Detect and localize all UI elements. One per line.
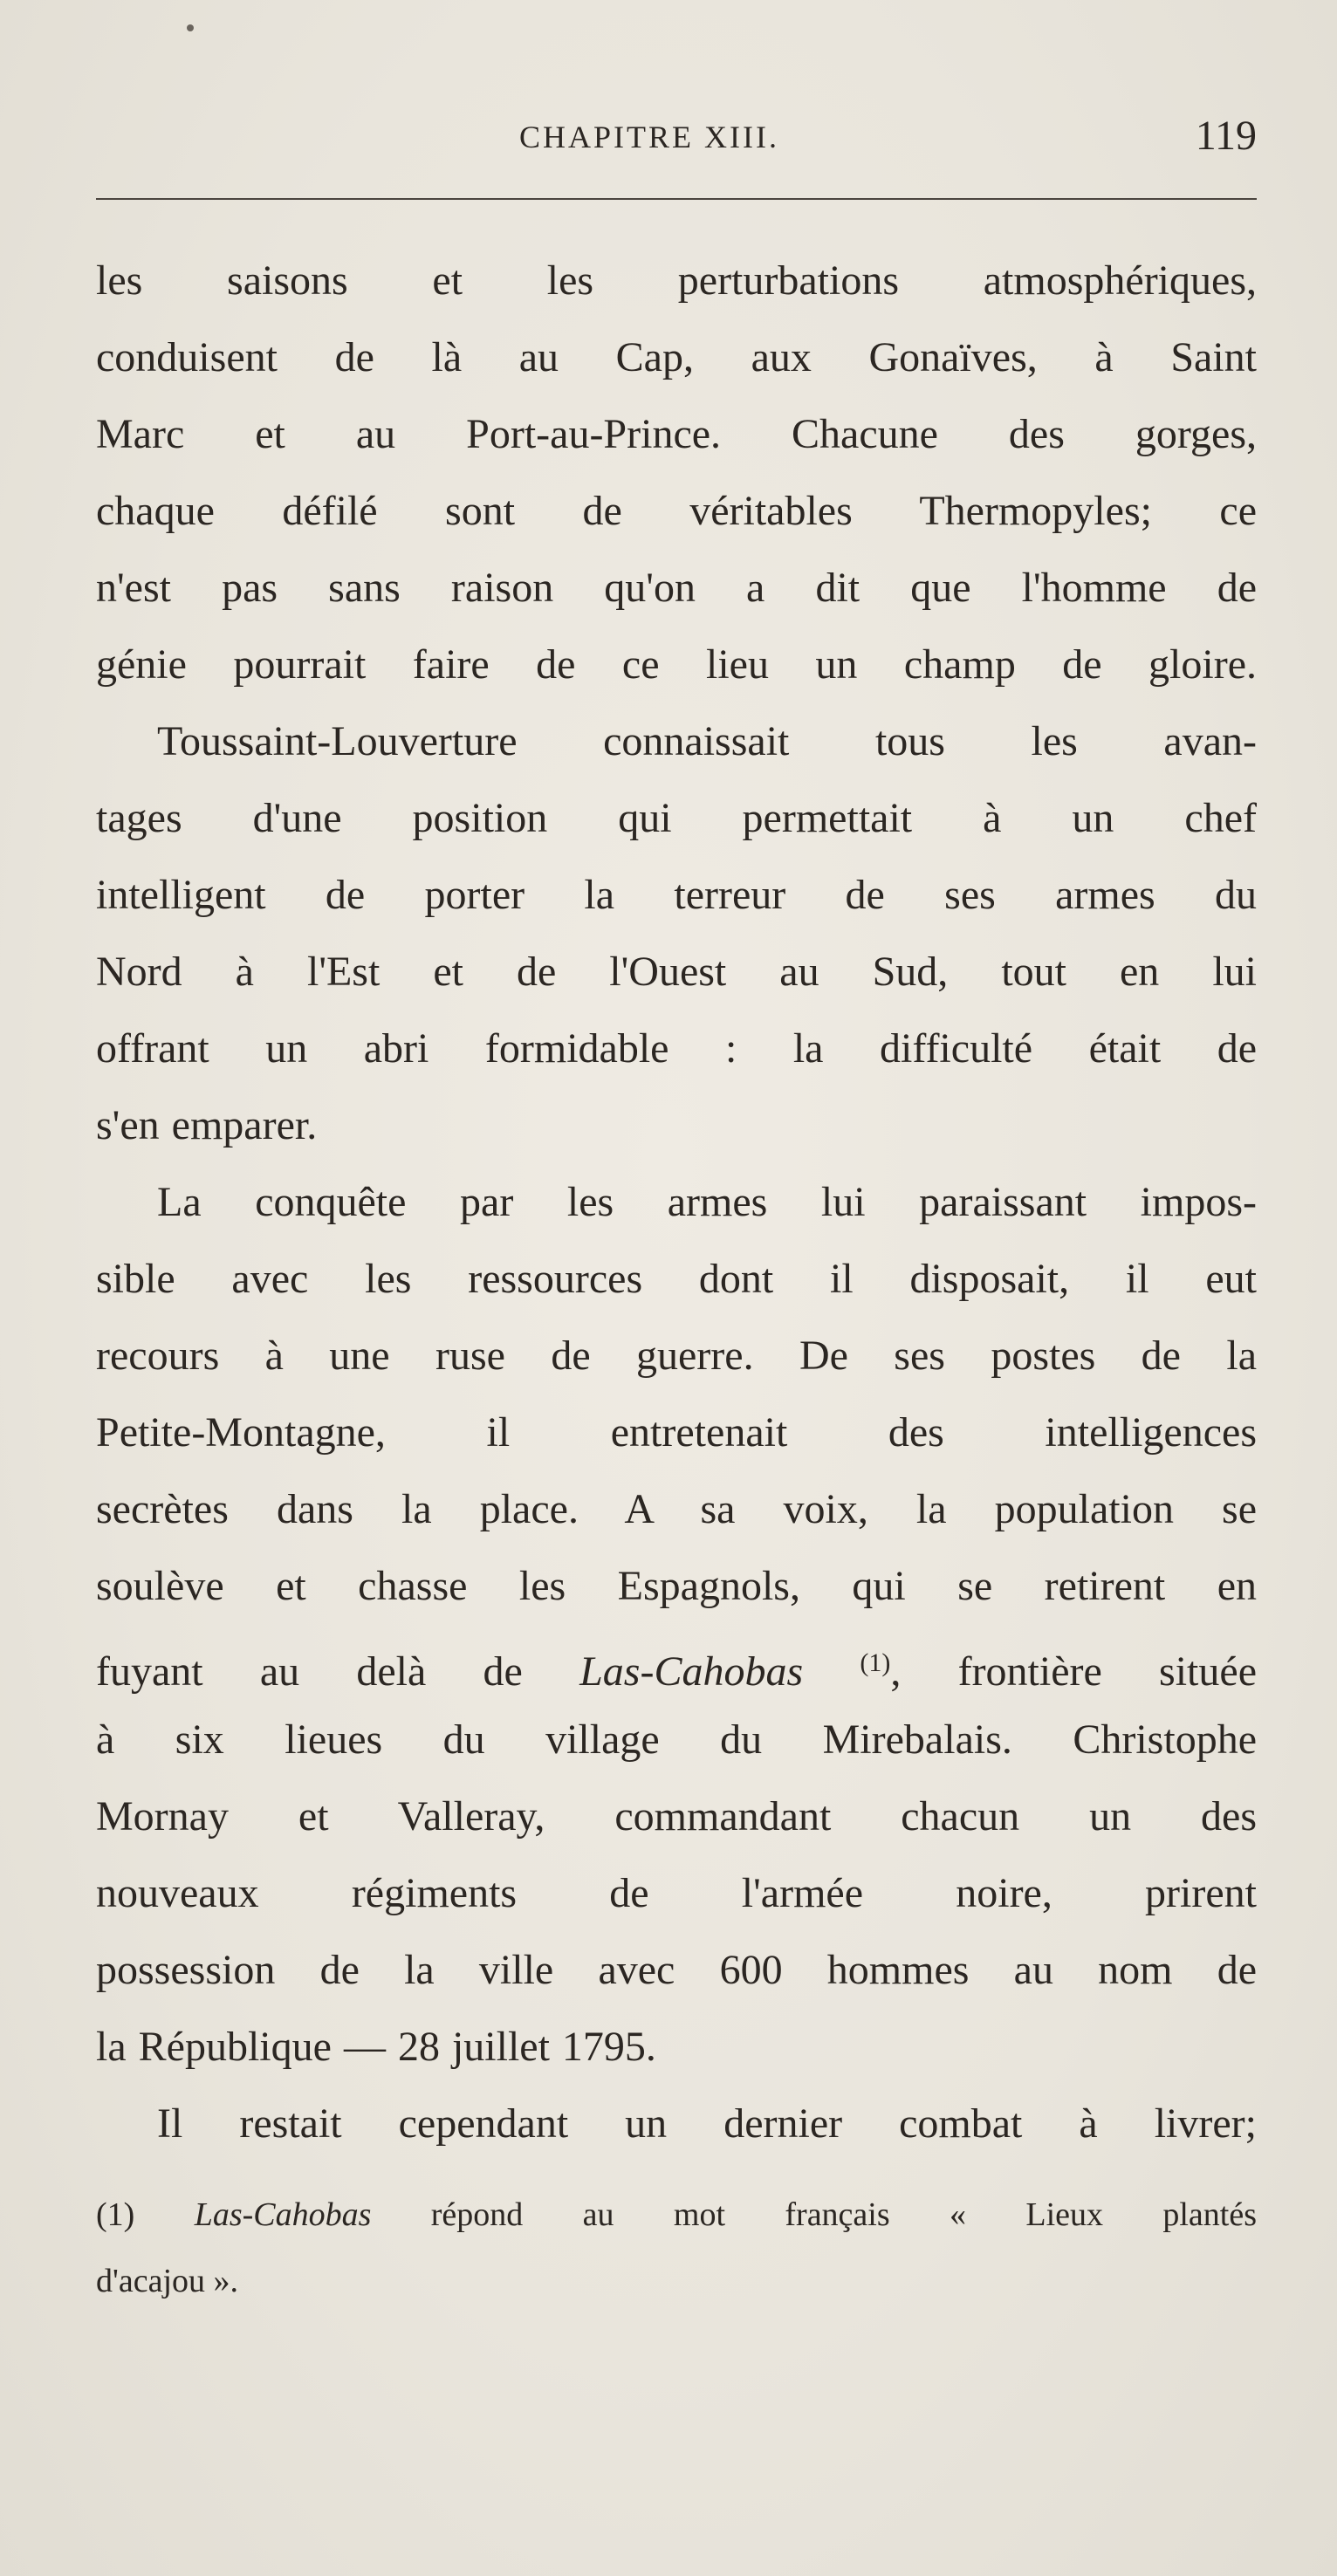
- text-line: offrant un abri formidable : la difficulté était de: [96, 1025, 1257, 1072]
- text-line: secrètes dans la place. A sa voix, la population se: [96, 1486, 1257, 1532]
- footnote-marker: (1): [96, 2196, 135, 2233]
- text-line-with-footnote-ref: [96, 1625, 1257, 1702]
- text-line: n'est pas sans raison qu'on a dit que l'homme de: [96, 565, 1257, 611]
- text-line: La conquête par les armes lui paraissant impos-: [157, 1179, 1257, 1225]
- text-line: Nord à l'Est et de l'Ouest au Sud, tout en lui: [96, 949, 1257, 995]
- text-segment: fuyant au delà de: [96, 1648, 580, 1695]
- page-number: 119: [1195, 113, 1257, 159]
- body-text: [96, 243, 1257, 2162]
- place-name-italic: Las-Cahobas: [579, 1648, 804, 1695]
- text-line: à six lieues du village du Mirebalais. Christophe: [96, 1716, 1257, 1763]
- footnote-line: d'acajou ».: [96, 2263, 239, 2299]
- text-line: Mornay et Valleray, commandant chacun un des: [96, 1793, 1257, 1840]
- running-head: CHAPITRE XIII.: [519, 120, 779, 154]
- text-line: Il restait cependant un dernier combat à livrer;: [157, 2100, 1257, 2147]
- text-line: Petite-Montagne, il entretenait des intelligences: [96, 1409, 1257, 1456]
- text-line: intelligent de porter la terreur de ses armes du: [96, 872, 1257, 918]
- header-rule: [96, 198, 1257, 200]
- ink-speck: [187, 24, 194, 31]
- text-line: les saisons et les perturbations atmosphériques,: [96, 257, 1257, 304]
- text-line: nouveaux régiments de l'armée noire, prirent: [96, 1870, 1257, 1916]
- footnote: [96, 2182, 1257, 2314]
- text-line: génie pourrait faire de ce lieu un champ de gloire.: [96, 641, 1257, 688]
- text-line: chaque défilé sont de véritables Thermopyles; ce: [96, 488, 1257, 534]
- footnote-line: [96, 2182, 1257, 2248]
- text-line: recours à une ruse de guerre. De ses postes de la: [96, 1333, 1257, 1379]
- text-line: soulève et chasse les Espagnols, qui se retirent en: [96, 1563, 1257, 1609]
- text-line: tages d'une position qui permettait à un chef: [96, 795, 1257, 841]
- footnote-ref: (1): [860, 1648, 891, 1677]
- footnote-italic: Las-Cahobas: [194, 2196, 372, 2233]
- page-header: [96, 112, 1257, 182]
- footnote-text: répond au mot français « Lieux plantés: [430, 2196, 1258, 2233]
- text-line: sible avec les ressources dont il disposait, il eut: [96, 1256, 1257, 1302]
- text-line: Toussaint-Louverture connaissait tous les avan-: [157, 718, 1257, 764]
- text-line: s'en emparer.: [96, 1102, 318, 1148]
- text-segment: , frontière située: [890, 1648, 1257, 1695]
- text-line: Marc et au Port-au-Prince. Chacune des gorges,: [96, 411, 1257, 457]
- text-line: conduisent de là au Cap, aux Gonaïves, à Saint: [96, 334, 1257, 380]
- text-line: la République — 28 juillet 1795.: [96, 2024, 656, 2070]
- text-line: possession de la ville avec 600 hommes au nom de: [96, 1947, 1257, 1993]
